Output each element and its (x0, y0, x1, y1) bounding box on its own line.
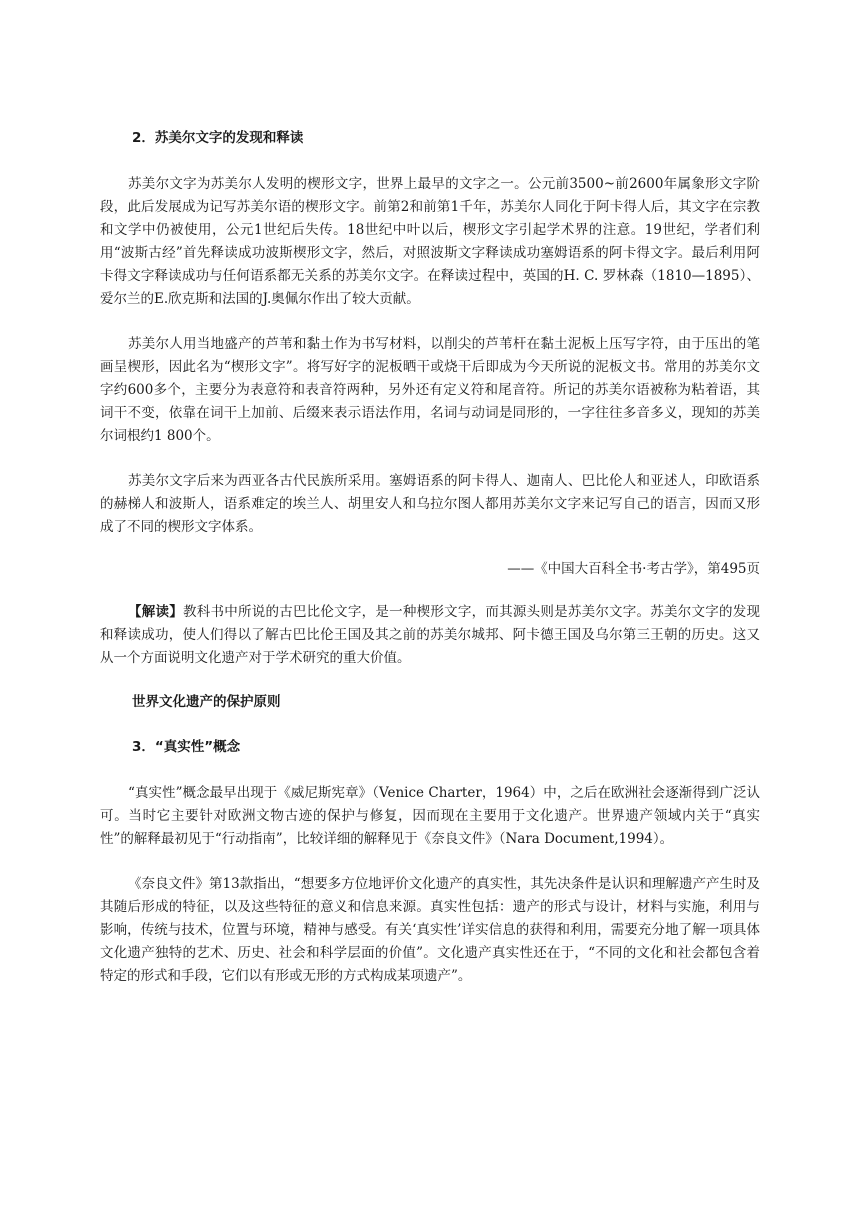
paragraph-sumerian-materials: 苏美尔人用当地盛产的芦苇和黏土作为书写材料，以削尖的芦苇杆在黏土泥板上压写字符，由于压出的笔画呈楔形，因此名为“楔形文字”。将写好字的泥板晒干或烧干后即成为今天所说的泥板文书。常用的苏美尔文字约600多个，主要分为表意符和表音符两种，另外还有定义符和尾音符。所记的苏美尔语被称为粘着语，其词干不变，依靠在词干上加前、后缀来表示语法作用，名词与动词是同形的，一字往往多音多义，现知的苏美尔词根约1 800个。 (100, 336, 760, 444)
paragraph-sumerian-adoption: 苏美尔文字后来为西亚各古代民族所采用。塞姆语系的阿卡得人、迦南人、巴比伦人和亚述人，印欧语系的赫梯人和波斯人，语系难定的埃兰人、胡里安人和乌拉尔图人都用苏美尔文字来记写自己的语言，因而又形成了不同的楔形文字体系。 (100, 473, 760, 535)
interpretation-paragraph (100, 601, 760, 670)
paragraph-sumerian-origin: 苏美尔文字为苏美尔人发明的楔形文字，世界上最早的文字之一。公元前3500~前2600年属象形文字阶段，此后发展成为记写苏美尔语的楔形文字。前第2和前第1千年，苏美尔人同化于阿卡得人后，其文字在宗教和文学中仍被使用，公元1世纪后失传。18世纪中叶以后，楔形文字引起学术界的注意。19世纪，学者们利用“波斯古经”首先释读成功波斯楔形文字，然后，对照波斯文字释读成功塞姆语系的阿卡得文字。最后利用阿卡得文字释读成功与任何语系都无关系的苏美尔文字。在释读过程中，英国的H. C. 罗林森（1810—1895）、爱尔兰的E.欣克斯和法国的J.奥佩尔作出了较大贡献。 (100, 176, 760, 307)
paragraph-authenticity-origin: “真实性”概念最早出现于《威尼斯宪章》（Venice Charter，1964）中，之后在欧洲社会逐渐得到广泛认可。当时它主要针对欧洲文物古迹的保护与修复，因而现在主要用于文化遗产。世界遗产领域内关于“真实性”的解释最初见于“行动指南”，比较详细的解释见于《奈良文件》（Nara Document,1994）。 (100, 785, 760, 847)
section-heading-sumerian-script: 2．苏美尔文字的发现和释读 (132, 130, 304, 146)
section-heading-authenticity: 3．“真实性”概念 (132, 739, 241, 755)
paragraph-nara-document: 《奈良文件》第13款指出，“想要多方位地评价文化遗产的真实性，其先决条件是认识和理解遗产产生时及其随后形成的特征，以及这些特征的意义和信息来源。真实性包括：遗产的形式与设计，材料与实施，利用与影响，传统与技术，位置与环境，精神与感受。有关‘真实性’详实信息的获得和利用，需要充分地了解一项具体文化遗产独特的艺术、历史、社会和科学层面的价值”。文化遗产真实性还在于，“不同的文化和社会都包含着特定的形式和手段，它们以有形或无形的方式构成某项遗产”。 (100, 876, 760, 984)
interpretation-text: 教科书中所说的古巴比伦文字，是一种楔形文字，而其源头则是苏美尔文字。苏美尔文字的发现和释读成功，使人们得以了解古巴比伦王国及其之前的苏美尔城邦、阿卡德王国及乌尔第三王朝的历史。这又从一个方面说明文化遗产对于学术研究的重大价值。 (100, 604, 761, 666)
document-page (100, 128, 760, 988)
section-heading-protection-principles: 世界文化遗产的保护原则 (132, 694, 281, 710)
citation-source: ——《中国大百科全书·考古学》，第495页 (507, 561, 760, 577)
interpretation-label: 【解读】 (128, 604, 183, 620)
